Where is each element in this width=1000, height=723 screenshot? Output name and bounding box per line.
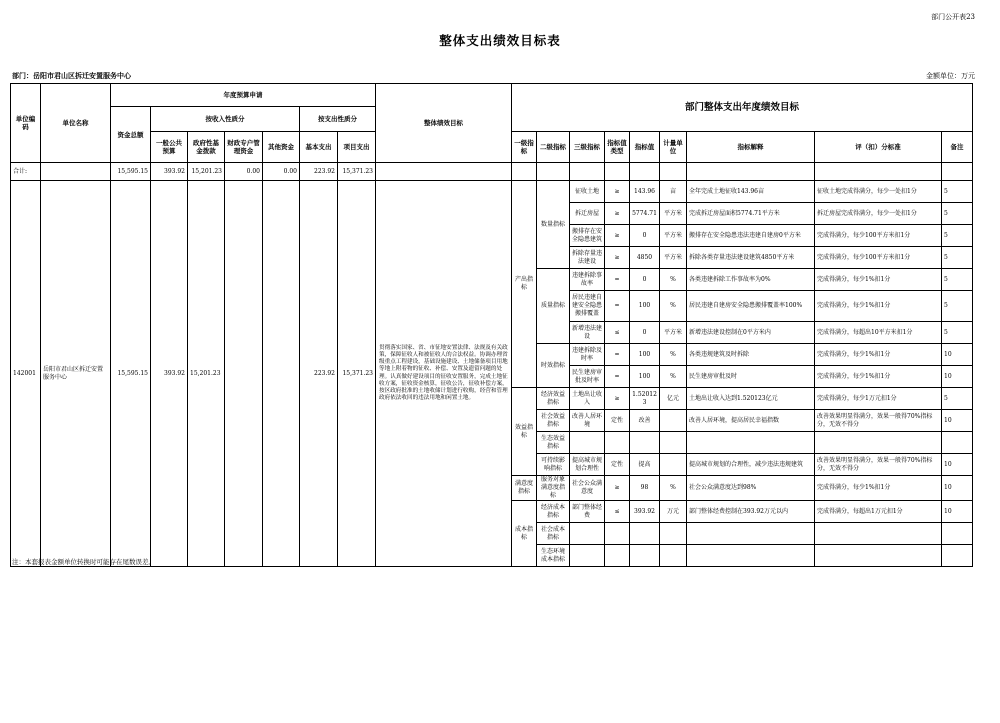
header-unit-name: 单位名称 <box>41 84 111 163</box>
header-measure-unit: 计量单位 <box>660 132 687 163</box>
indicator-type: ≥ <box>605 476 630 501</box>
indicator-unit: % <box>660 344 687 366</box>
level2-service-obj: 服务对象满意度指标 <box>537 476 570 501</box>
indicator-type: = <box>605 344 630 366</box>
indicator-explanation: 搬排存在安全隐患违法违建自建房0平方米 <box>687 225 815 247</box>
header-gov-fund: 政府性基金拨款 <box>188 132 225 163</box>
header-other-funds: 其他资金 <box>263 132 300 163</box>
header-annual-budget: 年度预算申请 <box>111 84 376 107</box>
indicator-type: ≥ <box>605 203 630 225</box>
indicator-unit <box>660 545 687 567</box>
indicator-explanation: 居民违建自建房安全隐患搬排覆盖率100% <box>687 291 815 322</box>
unit-name-cell: 岳阳市君山区拆迁安置服务中心 <box>41 181 111 567</box>
footnote: 注：本套报表金额单位转换时可能存在尾数误差。 <box>12 558 155 566</box>
indicator-l3: 土地出让收入 <box>570 388 605 410</box>
indicator-scoring: 完成得满分，每少1%扣1分 <box>815 366 942 388</box>
indicator-unit: 亿元 <box>660 388 687 410</box>
level2-quality: 质量指标 <box>537 269 570 344</box>
indicator-l3 <box>570 523 605 545</box>
header-project-exp: 项目支出 <box>338 132 376 163</box>
indicator-explanation: 社会公众满意度达到98% <box>687 476 815 501</box>
indicator-type: 定性 <box>605 454 630 476</box>
unit-project-cell: 15,371.23 <box>338 181 376 567</box>
level1-benefit: 效益指标 <box>512 388 537 476</box>
indicator-type: ≥ <box>605 388 630 410</box>
header-total-funds: 资金总额 <box>111 107 151 163</box>
indicator-scoring: 完成得满分，每少1%扣1分 <box>815 476 942 501</box>
totals-goal <box>376 163 512 181</box>
header-special-mgmt: 财政专户管理资金 <box>225 132 263 163</box>
level2-econ-cost: 经济成本指标 <box>537 501 570 523</box>
indicator-value <box>630 545 660 567</box>
indicator-remark: 10 <box>942 476 973 501</box>
indicator-type <box>605 545 630 567</box>
unit-code-cell: 142001 <box>11 181 41 567</box>
level1-cost: 成本指标 <box>512 501 537 567</box>
level1-output: 产出指标 <box>512 181 537 388</box>
indicator-value: 100 <box>630 291 660 322</box>
indicator-type: ≥ <box>605 225 630 247</box>
table-row <box>11 181 973 203</box>
indicator-value <box>630 523 660 545</box>
header-overall-goal: 整体绩效目标 <box>376 84 512 163</box>
indicator-remark: 5 <box>942 269 973 291</box>
indicator-explanation: 各类违规建筑及时拆除 <box>687 344 815 366</box>
indicator-l3: 居民违建自建安全隐患搬排覆盖 <box>570 291 605 322</box>
indicator-scoring <box>815 523 942 545</box>
indicator-scoring <box>815 432 942 454</box>
indicator-unit: 平方米 <box>660 203 687 225</box>
indicator-scoring: 完成得满分，每少1万元扣1分 <box>815 388 942 410</box>
header-level3: 三级指标 <box>570 132 605 163</box>
totals-total: 15,595.15 <box>111 163 151 181</box>
indicator-remark: 10 <box>942 454 973 476</box>
indicator-scoring: 完成得满分，每少1%扣1分 <box>815 344 942 366</box>
level2-quantity: 数量指标 <box>537 181 570 269</box>
header-basic-exp: 基本支出 <box>300 132 338 163</box>
indicator-rows <box>11 181 973 567</box>
indicator-remark: 5 <box>942 225 973 247</box>
indicator-value: 5774.71 <box>630 203 660 225</box>
department-label: 部门：岳阳市君山区拆迁安置服务中心 <box>12 71 131 80</box>
totals-gov-fund: 15,201.23 <box>188 163 225 181</box>
indicator-remark: 5 <box>942 203 973 225</box>
indicator-explanation: 完成拆迁房屋面积5774.71平方米 <box>687 203 815 225</box>
unit-general-cell: 393.92 <box>151 181 188 567</box>
indicator-explanation: 改善人居环境，提高居民幸福指数 <box>687 410 815 432</box>
indicator-unit: 平方米 <box>660 247 687 269</box>
indicator-explanation: 拆除各类存量违法建设建筑4850平方米 <box>687 247 815 269</box>
indicator-scoring: 征收土地完成得满分，每少一处扣1分 <box>815 181 942 203</box>
indicator-explanation: 各类违建拆除工作事故率为0% <box>687 269 815 291</box>
indicator-remark: 5 <box>942 322 973 344</box>
indicator-remark: 5 <box>942 291 973 322</box>
unit-special-cell <box>225 181 263 567</box>
indicator-l3: 部门整体经费 <box>570 501 605 523</box>
document-code: 部门公开表23 <box>931 13 975 21</box>
indicator-value: 143.96 <box>630 181 660 203</box>
indicator-type <box>605 432 630 454</box>
level2-eco-cost: 生态环境成本指标 <box>537 545 570 567</box>
totals-unit-name <box>41 163 111 181</box>
indicator-type: ≤ <box>605 501 630 523</box>
indicator-type <box>605 523 630 545</box>
totals-general: 393.92 <box>151 163 188 181</box>
header-value: 指标值 <box>630 132 660 163</box>
indicator-remark <box>942 432 973 454</box>
indicator-value: 1.520123 <box>630 388 660 410</box>
indicator-explanation: 民生建房审批及时 <box>687 366 815 388</box>
header-by-source: 按收入性质分 <box>151 107 300 132</box>
indicator-remark: 5 <box>942 181 973 203</box>
indicator-value <box>630 432 660 454</box>
indicator-remark: 10 <box>942 410 973 432</box>
indicator-scoring: 完成得满分，每少1%扣1分 <box>815 291 942 322</box>
indicator-unit: 亩 <box>660 181 687 203</box>
header-level2: 二级指标 <box>537 132 570 163</box>
header-remark: 备注 <box>942 132 973 163</box>
indicator-value: 98 <box>630 476 660 501</box>
indicator-unit <box>660 410 687 432</box>
indicator-scoring: 完成得满分，每少1%扣1分 <box>815 269 942 291</box>
indicator-remark <box>942 523 973 545</box>
indicator-remark: 10 <box>942 344 973 366</box>
indicator-remark: 10 <box>942 366 973 388</box>
level2-timeliness: 时效指标 <box>537 344 570 388</box>
indicator-unit: 平方米 <box>660 225 687 247</box>
header-scoring: 评（扣）分标准 <box>815 132 942 163</box>
indicator-unit: 平方米 <box>660 322 687 344</box>
totals-label: 合计: <box>11 163 41 181</box>
unit-other-cell <box>263 181 300 567</box>
indicator-l3: 违建拆除事故率 <box>570 269 605 291</box>
indicator-l3: 社会公众满意度 <box>570 476 605 501</box>
indicator-explanation: 提高城市规划的合理性，减少违法违规建筑 <box>687 454 815 476</box>
indicator-l3: 新增违法建设 <box>570 322 605 344</box>
indicator-l3: 提高城市规划合理性 <box>570 454 605 476</box>
indicator-l3: 拆迁房屋 <box>570 203 605 225</box>
unit-total-cell: 15,595.15 <box>111 181 151 567</box>
indicator-unit: % <box>660 476 687 501</box>
indicator-l3: 违建拆除及时率 <box>570 344 605 366</box>
indicator-explanation <box>687 432 815 454</box>
overall-goal-text: 贯彻落实国家、省、市征地安置法律、法规及有关政策，保障征收人和被征收人的合法权益。协调办理省级重点工程建设，基础设施建设、土地储备项目用地等地上附着物的征收、补偿、安置及遗留问题的处理。认真做好建设项目的征收安置服务，完成土地征收方案，征收资金核算，征收公告，征收补偿方案，按区政府批准的土地收储计划进行收购，经营和管理政府依法收回的违法用地和闲置土地。 <box>376 181 512 567</box>
indicator-l3: 征收土地 <box>570 181 605 203</box>
indicator-remark: 10 <box>942 501 973 523</box>
indicator-unit <box>660 523 687 545</box>
indicator-scoring: 完成得满分，每超出10平方米扣1分 <box>815 322 942 344</box>
performance-goal-table <box>10 83 973 567</box>
indicator-explanation: 部门整体经费控制在393.92万元以内 <box>687 501 815 523</box>
level2-sustainable: 可持续影响指标 <box>537 454 570 476</box>
indicator-type: ≤ <box>605 322 630 344</box>
header-level1: 一级指标 <box>512 132 537 163</box>
indicator-scoring: 完成得满分，每超出1万元扣1分 <box>815 501 942 523</box>
header-value-type: 指标值类型 <box>605 132 630 163</box>
indicator-value: 改善 <box>630 410 660 432</box>
indicator-value: 393.92 <box>630 501 660 523</box>
indicator-explanation <box>687 523 815 545</box>
level2-economic: 经济效益指标 <box>537 388 570 410</box>
indicator-l3 <box>570 545 605 567</box>
indicator-type: ≥ <box>605 181 630 203</box>
indicator-unit: % <box>660 366 687 388</box>
indicator-type: 定性 <box>605 410 630 432</box>
indicator-value: 4850 <box>630 247 660 269</box>
indicator-scoring: 改善效果明显得满分，效果一般得70%指标分，无效不得分 <box>815 454 942 476</box>
indicator-unit: 万元 <box>660 501 687 523</box>
indicator-remark <box>942 545 973 567</box>
level2-ecological: 生态效益指标 <box>537 432 570 454</box>
totals-row <box>11 163 973 181</box>
indicator-remark: 5 <box>942 388 973 410</box>
totals-basic: 223.92 <box>300 163 338 181</box>
indicator-type: ≥ <box>605 247 630 269</box>
level2-social: 社会效益指标 <box>537 410 570 432</box>
header-unit-code: 单位编码 <box>11 84 41 163</box>
level1-satisfaction: 满意度指标 <box>512 476 537 501</box>
indicator-l3 <box>570 432 605 454</box>
level2-social-cost: 社会成本指标 <box>537 523 570 545</box>
totals-other: 0.00 <box>263 163 300 181</box>
header-explanation: 指标解释 <box>687 132 815 163</box>
totals-project: 15,371.23 <box>338 163 376 181</box>
indicator-value: 0 <box>630 322 660 344</box>
indicator-value: 0 <box>630 225 660 247</box>
indicator-scoring: 完成得满分，每少100平方米扣1分 <box>815 247 942 269</box>
indicator-type: = <box>605 269 630 291</box>
indicator-type: = <box>605 366 630 388</box>
indicator-value: 100 <box>630 344 660 366</box>
indicator-scoring: 完成得满分，每少100平方米扣1分 <box>815 225 942 247</box>
header-general-budget: 一般公共预算 <box>151 132 188 163</box>
indicator-unit <box>660 454 687 476</box>
indicator-l3: 搬排存在安全隐患建筑 <box>570 225 605 247</box>
indicator-unit: % <box>660 291 687 322</box>
totals-special: 0.00 <box>225 163 263 181</box>
indicator-value: 提高 <box>630 454 660 476</box>
indicator-l3: 改善人居环境 <box>570 410 605 432</box>
header-dept-goal: 部门整体支出年度绩效目标 <box>512 84 973 132</box>
indicator-value: 100 <box>630 366 660 388</box>
header-by-use: 按支出性质分 <box>300 107 376 132</box>
indicator-explanation: 全年完成土地征收143.96亩 <box>687 181 815 203</box>
indicator-value: 0 <box>630 269 660 291</box>
document-title: 整体支出绩效目标表 <box>439 33 561 48</box>
indicator-explanation: 新增违法建设控制在0平方米内 <box>687 322 815 344</box>
indicator-scoring <box>815 545 942 567</box>
indicator-explanation <box>687 545 815 567</box>
indicator-unit <box>660 432 687 454</box>
indicator-type: = <box>605 291 630 322</box>
indicator-l3: 拆除存量违法建设 <box>570 247 605 269</box>
indicator-unit: % <box>660 269 687 291</box>
indicator-scoring: 拆迁房屋完成得满分，每少一处扣1分 <box>815 203 942 225</box>
unit-basic-cell: 223.92 <box>300 181 338 567</box>
indicator-remark: 5 <box>942 247 973 269</box>
indicator-l3: 民生建房审批及时率 <box>570 366 605 388</box>
amount-unit-label: 金额单位：万元 <box>926 72 975 80</box>
indicator-scoring: 改善效果明显得满分，效果一般得70%指标分，无效不得分 <box>815 410 942 432</box>
unit-gov-fund-cell: 15,201.23 <box>188 181 225 567</box>
indicator-explanation: 土地出让收入达到1.520123亿元 <box>687 388 815 410</box>
